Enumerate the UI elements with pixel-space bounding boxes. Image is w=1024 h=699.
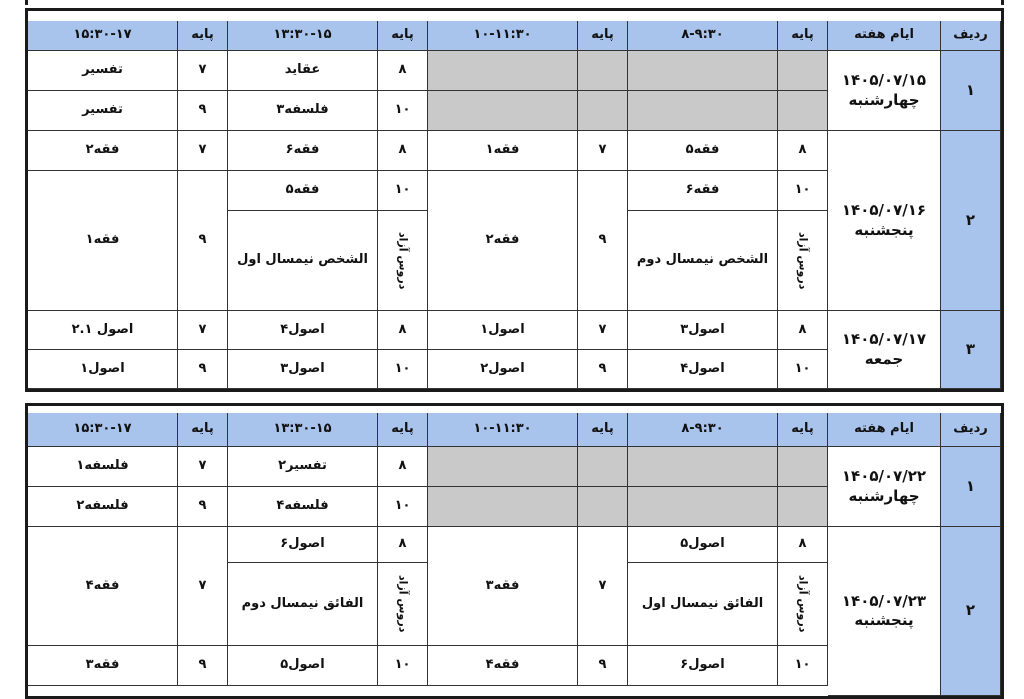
course-cell: فقه۲ [428, 171, 578, 311]
free-courses-cell [778, 563, 828, 646]
grade-cell: ۷ [178, 527, 228, 646]
grade-cell: ۹ [178, 350, 228, 389]
course-cell: فقه۶ [228, 131, 378, 171]
free-courses-cell [378, 211, 428, 311]
grade-cell: ۷ [578, 131, 628, 171]
course-cell: فقه۵ [628, 131, 778, 171]
header-paye: پایه [378, 21, 428, 51]
course-cell: عقاید [228, 51, 378, 91]
grade-cell: ۹ [178, 487, 228, 527]
empty-cell [578, 91, 628, 131]
header-slot-1: ۸-۹:۳۰ [628, 21, 778, 51]
grade-cell: ۷ [178, 51, 228, 91]
course-cell: اصول۱ [28, 350, 178, 389]
grade-cell: ۱۰ [378, 487, 428, 527]
day-cell [828, 311, 941, 389]
course-cell: فقه۲ [28, 131, 178, 171]
day-cell [828, 527, 941, 696]
grade-cell: ۸ [378, 51, 428, 91]
day-cell [828, 51, 941, 131]
weekday-text: چهارشنبه [848, 486, 920, 505]
course-cell: فلسفه۱ [28, 447, 178, 487]
free-courses-label: دروس آزاد [396, 231, 410, 290]
header-slot-1: ۸-۹:۳۰ [628, 413, 778, 447]
empty-cell [778, 487, 828, 527]
empty-cell [428, 487, 578, 527]
header-slot-4: ۱۵:۳۰-۱۷ [28, 21, 178, 51]
grade-cell: ۷ [178, 447, 228, 487]
course-cell: اصول۱ [428, 311, 578, 350]
header-paye: پایه [578, 21, 628, 51]
course-cell: اصول۲ [428, 350, 578, 389]
empty-cell [578, 487, 628, 527]
free-courses-label: دروس آزاد [396, 575, 410, 633]
empty-cell [778, 447, 828, 487]
grade-cell: ۱۰ [778, 171, 828, 211]
row-number: ۲ [941, 131, 1001, 311]
empty-cell [428, 91, 578, 131]
header-slot-3: ۱۳:۳۰-۱۵ [228, 413, 378, 447]
header-paye: پایه [178, 21, 228, 51]
empty-cell [578, 51, 628, 91]
previous-table-edge [25, 0, 1004, 5]
empty-cell [628, 51, 778, 91]
empty-cell [628, 447, 778, 487]
grade-cell: ۹ [578, 350, 628, 389]
weekday-text: جمعه [864, 349, 904, 368]
header-paye: پایه [778, 413, 828, 447]
grade-cell: ۹ [178, 646, 228, 686]
empty-cell [778, 91, 828, 131]
course-cell: تفسیر [28, 51, 178, 91]
course-cell: فلسفه۲ [28, 487, 178, 527]
course-cell: الشخص نیمسال دوم [628, 211, 778, 311]
course-cell: فلسفه۳ [228, 91, 378, 131]
header-days: ایام هفته [828, 21, 941, 51]
course-cell: فقه۱ [428, 131, 578, 171]
free-courses-label: دروس آزاد [796, 575, 810, 633]
header-radif: ردیف [941, 413, 1001, 447]
grade-cell: ۸ [378, 131, 428, 171]
header-paye: پایه [778, 21, 828, 51]
course-cell: اصول۴ [628, 350, 778, 389]
grade-cell: ۹ [578, 171, 628, 311]
empty-cell [578, 447, 628, 487]
empty-cell [428, 447, 578, 487]
grade-cell: ۸ [778, 131, 828, 171]
header-paye: پایه [578, 413, 628, 447]
course-cell: اصول ۲.۱ [28, 311, 178, 350]
header-slot-4: ۱۵:۳۰-۱۷ [28, 413, 178, 447]
course-cell: فقه۵ [228, 171, 378, 211]
course-cell: اصول۶ [228, 527, 378, 563]
grade-cell: ۸ [778, 527, 828, 563]
grade-cell: ۷ [578, 311, 628, 350]
day-cell [828, 447, 941, 527]
empty-cell [628, 91, 778, 131]
grade-cell: ۸ [378, 447, 428, 487]
grade-cell: ۱۰ [378, 171, 428, 211]
course-cell: الفائق نیمسال دوم [228, 563, 378, 646]
day-cell [828, 131, 941, 311]
grade-cell: ۱۰ [778, 350, 828, 389]
empty-cell [778, 51, 828, 91]
date-text: ۱۴۰۵/۰۷/۱۷ [841, 330, 927, 348]
grade-cell: ۱۰ [378, 646, 428, 686]
grade-cell: ۱۰ [778, 646, 828, 686]
course-cell: اصول۳ [628, 311, 778, 350]
course-cell: تفسیر [28, 91, 178, 131]
course-cell: الفائق نیمسال اول [628, 563, 778, 646]
course-cell: فقه۶ [628, 171, 778, 211]
free-courses-label: دروس آزاد [796, 231, 810, 290]
course-cell: اصول۴ [228, 311, 378, 350]
grade-cell: ۸ [378, 527, 428, 563]
empty-cell [428, 51, 578, 91]
course-cell: الشخص نیمسال اول [228, 211, 378, 311]
course-cell: فقه۳ [428, 527, 578, 646]
course-cell: فقه۴ [428, 646, 578, 686]
grade-cell: ۹ [178, 171, 228, 311]
header-paye: پایه [178, 413, 228, 447]
course-cell: اصول۵ [628, 527, 778, 563]
grade-cell: ۸ [378, 311, 428, 350]
grade-cell: ۹ [178, 91, 228, 131]
grade-cell: ۹ [578, 646, 628, 686]
header-paye: پایه [378, 413, 428, 447]
header-slot-3: ۱۳:۳۰-۱۵ [228, 21, 378, 51]
course-cell: فلسفه۴ [228, 487, 378, 527]
date-text: ۱۴۰۵/۰۷/۲۳ [841, 591, 927, 610]
grade-cell: ۷ [178, 311, 228, 350]
grade-cell: ۱۰ [378, 350, 428, 389]
free-courses-cell [778, 211, 828, 311]
row-number: ۲ [941, 527, 1001, 696]
weekday-text: چهارشنبه [848, 90, 920, 109]
course-cell: فقه۱ [28, 171, 178, 311]
course-cell: اصول۶ [628, 646, 778, 686]
date-text: ۱۴۰۵/۰۷/۱۶ [841, 201, 927, 219]
exam-schedule-table-1 [25, 8, 1004, 392]
header-slot-2: ۱۰-۱۱:۳۰ [428, 21, 578, 51]
weekday-text: پنجشنبه [854, 611, 914, 629]
course-cell: تفسیر۲ [228, 447, 378, 487]
empty-cell [628, 487, 778, 527]
date-text: ۱۴۰۵/۰۷/۲۲ [841, 467, 927, 485]
grade-cell: ۸ [778, 311, 828, 350]
grade-cell: ۷ [578, 527, 628, 646]
weekday-text: پنجشنبه [854, 220, 914, 239]
grade-cell: ۷ [178, 131, 228, 171]
header-days: ایام هفته [828, 413, 941, 447]
free-courses-cell [378, 563, 428, 646]
row-number: ۱ [941, 447, 1001, 527]
row-number: ۱ [941, 51, 1001, 131]
course-cell: فقه۴ [28, 527, 178, 646]
date-text: ۱۴۰۵/۰۷/۱۵ [841, 71, 927, 89]
course-cell: فقه۳ [28, 646, 178, 686]
course-cell: اصول۳ [228, 350, 378, 389]
row-number: ۳ [941, 311, 1001, 389]
grade-cell: ۱۰ [378, 91, 428, 131]
course-cell: اصول۵ [228, 646, 378, 686]
header-radif: ردیف [941, 21, 1001, 51]
exam-schedule-table-2 [25, 403, 1004, 699]
header-slot-2: ۱۰-۱۱:۳۰ [428, 413, 578, 447]
